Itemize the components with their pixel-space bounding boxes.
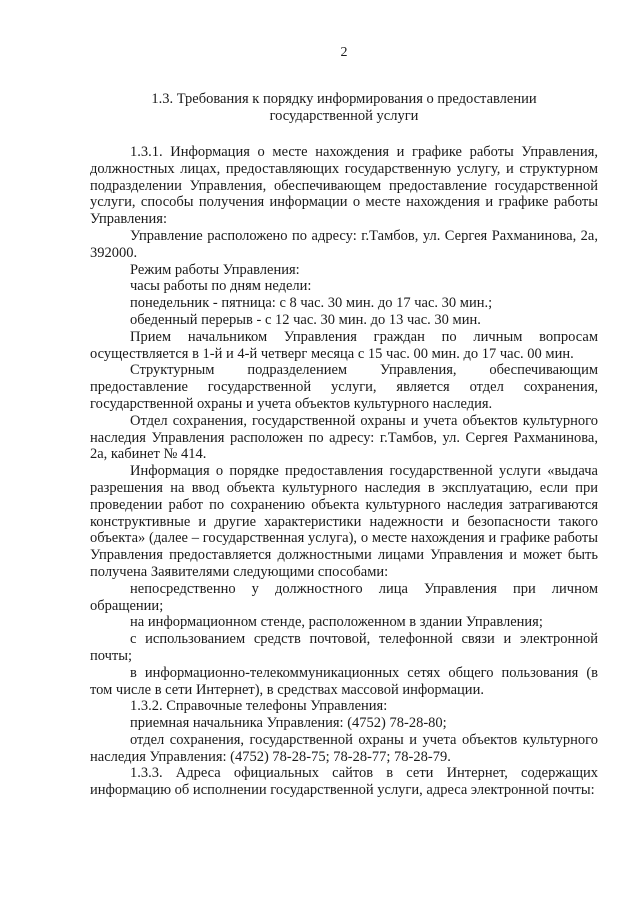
paragraph-method-mail-phone: с использованием средств почтовой, телефонной связи и электронной почты; [90, 631, 598, 664]
paragraph-address: Управление расположено по адресу: г.Тамбов, ул. Сергея Рахманинова, 2а, 392000. [90, 227, 598, 261]
paragraph-lunch-break: обеденный перерыв - с 12 час. 30 мин. до 13 час. 30 мин. [130, 311, 481, 328]
paragraph-service-info: Информация о порядке предоставления государственной услуги «выдача разрешения на ввод объекта культурного наследия в эксплуатацию, если при проведении работ по сохранению объекта культурного наследия затрагиваются конструктивные и другие характеристики надежности и безопасности такого объекта» (далее – государственная услуга), о месте нахождения и графике работы Управления предоставляется должностными лицами Управления и может быть получена Заявителями следующими способами: [90, 463, 598, 580]
paragraph-info-location-schedule: 1.3.1. Информация о месте нахождения и графике работы Управления, должностных лицах, предоставляющих государственную услугу, и структурном подразделении Управления, обеспечивающем предоставление государственной услуги, способы получения информации о месте нахождения и графике работы Управления: [90, 144, 598, 228]
paragraph-structural-unit: Структурным подразделением Управления, обеспечивающим предоставление государственной услуги, является отдел сохранения, государственной охраны и учета объектов культурного наследия. [90, 362, 598, 412]
page-number: 2 [340, 45, 348, 60]
paragraph-phone-department: отдел сохранения, государственной охраны и учета объектов культурного наследия Управления: (4752) 78-28-75; 78-28-77; 78-28-79. [90, 731, 598, 765]
paragraph-work-hours: часы работы по дням недели: [130, 278, 312, 295]
paragraph-method-stand: на информационном стенде, расположенном в здании Управления; [130, 614, 543, 631]
section-heading: 1.3. Требования к порядку информирования о предоставлении государственной услуги [151, 91, 537, 124]
paragraph-phones-heading: 1.3.2. Справочные телефоны Управления: [130, 698, 388, 715]
paragraph-reception: Прием начальником Управления граждан по личным вопросам осуществляется в 1-й и 4-й четверг месяца с 15 час. 00 мин. до 17 час. 00 мин. [90, 328, 598, 362]
paragraph-websites: 1.3.3. Адреса официальных сайтов в сети Интернет, содержащих информацию об исполнении государственной услуги, адреса электронной почты: [90, 765, 598, 799]
paragraph-method-internet: в информационно-телекоммуникационных сетях общего пользования (в том числе в сети Интернет), в средствах массовой информации. [90, 664, 598, 698]
paragraph-weekdays: понедельник - пятница: с 8 час. 30 мин. до 17 час. 30 мин.; [130, 295, 493, 312]
paragraph-department-address: Отдел сохранения, государственной охраны и учета объектов культурного наследия Управления расположен по адресу: г.Тамбов, ул. Сергея Рахманинова, 2а, кабинет № 414. [90, 412, 598, 463]
paragraph-work-mode: Режим работы Управления: [130, 261, 300, 278]
paragraph-method-personal: непосредственно у должностного лица Управления при личном обращении; [90, 580, 598, 614]
paragraph-phone-reception: приемная начальника Управления: (4752) 78-28-80; [130, 715, 447, 732]
